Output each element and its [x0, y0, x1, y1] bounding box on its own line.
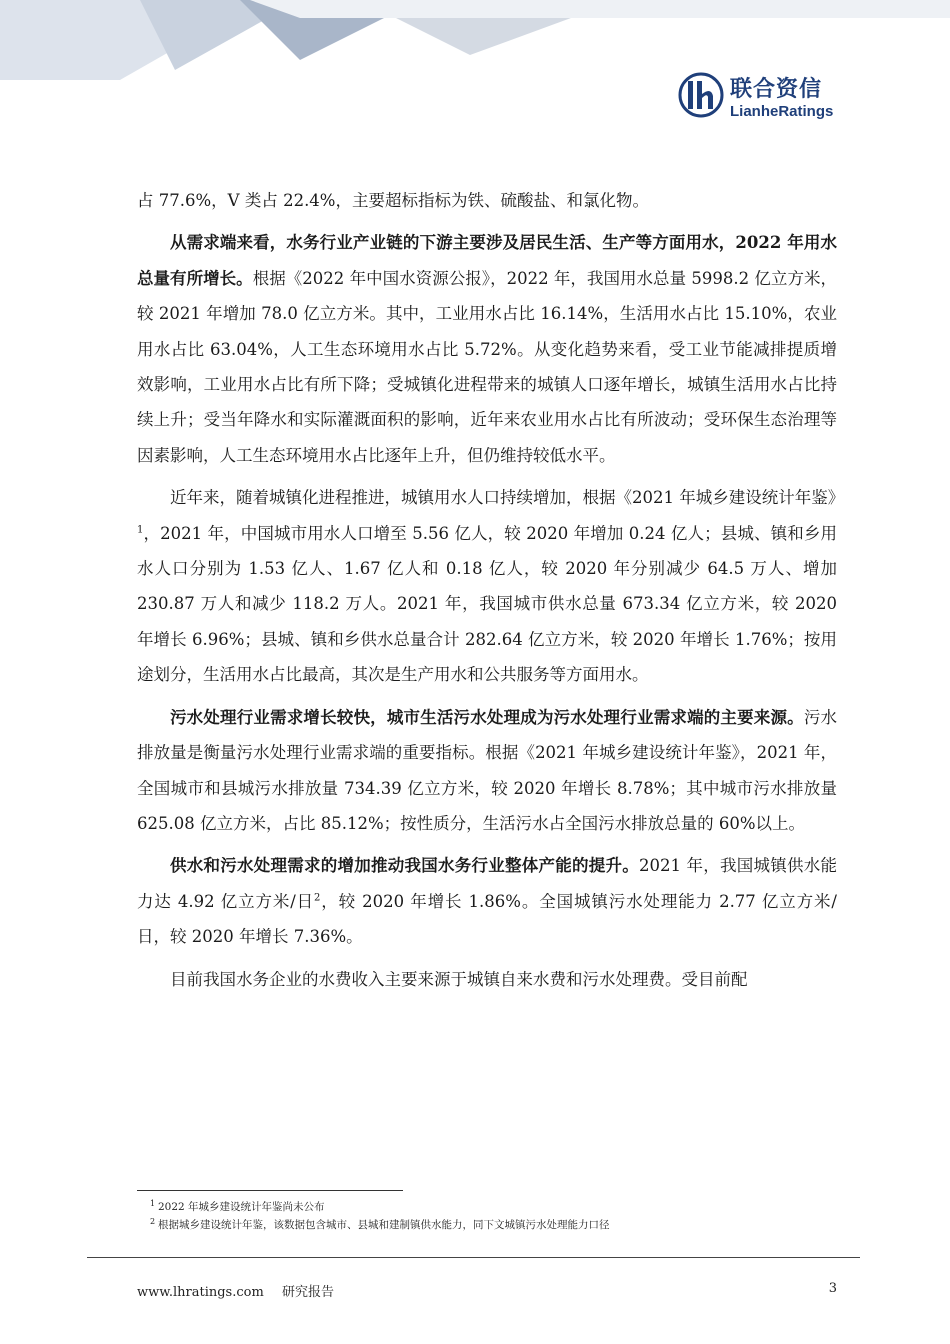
- paragraph-lead-bold: 供水和污水处理需求的增加推动我国水务行业整体产能的提升。: [170, 856, 639, 876]
- footnote-text: 根据城乡建设统计年鉴，该数据包含城市、县城和建制镇供水能力，同下文城镇污水处理能力口径: [158, 1219, 610, 1231]
- footnotes: [150, 1198, 838, 1234]
- header-decoration: [0, 0, 950, 80]
- paragraph-text: ，2021 年，中国城市用水人口增至 5.56 亿人，较 2020 年增加 0.24 亿人；县城、镇和乡用水人口分别为 1.53 亿人、1.67 亿人和 0.18 亿人，较 2020 年分别减少 64.5 万人、增加 230.87 万人和减少 118.2 万人。2021 年，我国城市供水总量 673.34 亿立方米，较 2020 年增长 6.96%；县城、镇和乡供水总量合计 282.64 亿立方米，较 2020 年增长 1.76%；按用途划分，生活用水占比最高，其次是生产用水和公共服务等方面用水。: [137, 523, 837, 685]
- report-body: [137, 183, 845, 1004]
- footnote-ref[interactable]: 2: [314, 892, 321, 904]
- paragraph-text: 根据《2022 年中国水资源公报》，2022 年，我国用水总量 5998.2 亿立方米，较 2021 年增加 78.0 亿立方米。其中，工业用水占比 16.14%，生活用水占比 15.10%，农业用水占比 63.04%，人工生态环境用水占比 5.72%。从变化趋势来看，受工业节能减排提质增效影响，工业用水占比有所下降；受城镇化进程带来的城镇人口逐年增长，城镇生活用水占比持续上升；受当年降水和实际灌溉面积的影响，近年来农业用水占比有所波动；受环保生态治理等因素影响，人工生态环境用水占比逐年上升，但仍维持较低水平。: [137, 268, 838, 465]
- paragraph-capacity: [137, 848, 837, 954]
- footnote-divider: [137, 1190, 403, 1191]
- brand-logo: [678, 72, 858, 122]
- paragraph-text: 近年来，随着城镇化进程推进，城镇用水人口持续增加，根据《2021 年城乡建设统计年鉴》: [170, 488, 845, 508]
- paragraph-sewage-demand: [137, 700, 837, 842]
- footer-divider: [87, 1257, 860, 1258]
- document-type: 研究报告: [281, 1285, 334, 1300]
- paragraph-text: ，较 2020 年增长 1.86%。全国城镇污水处理能力 2.77 亿立方米/日，较 2020 年增长 7.36%。: [137, 891, 837, 947]
- footnote-item: [150, 1216, 838, 1234]
- page-number: 3: [828, 1281, 837, 1296]
- brand-logo-icon: [678, 72, 724, 118]
- paragraph-lead-bold: 污水处理行业需求增长较快，城市生活污水处理成为污水处理行业需求端的主要来源。: [170, 707, 804, 727]
- paragraph-text: 污水排放量是衡量污水处理行业需求端的重要指标。根据《2021 年城乡建设统计年鉴》，2021 年，全国城市和县城污水排放量 734.39 亿立方米，较 2020 年增长 8.78%；其中城市污水排放量 625.08 亿立方米，占比 85.12%；按性质分，生活污水占全国污水排放总量的 60%以上。: [137, 707, 838, 833]
- paragraph-water-demand: [137, 225, 837, 473]
- footnote-number: 2: [150, 1217, 156, 1226]
- brand-name-en: LianheRatings: [730, 103, 834, 120]
- footnote-text: 2022 年城乡建设统计年鉴尚未公布: [158, 1201, 325, 1213]
- footnote-number: 1: [150, 1199, 156, 1208]
- page-footer: [137, 1281, 837, 1300]
- paragraph-text: 2021 年，我国城镇供水能力达 4.92 亿立方米/日: [137, 856, 837, 911]
- footnote-ref[interactable]: 1: [137, 524, 144, 536]
- paragraph-continuation: 占 77.6%，V 类占 22.4%，主要超标指标为铁、硫酸盐、和氯化物。: [137, 191, 649, 210]
- paragraph-urban-population: [137, 480, 845, 692]
- paragraph-revenue: 目前我国水务企业的水费收入主要来源于城镇自来水费和污水处理费。受目前配: [170, 969, 748, 989]
- brand-name-cn: 联合资信: [730, 77, 823, 102]
- paragraph-lead-bold: 从需求端来看，水务行业产业链的下游主要涉及居民生活、生产等方面用水，2022 年用水总量有所增长。: [137, 233, 837, 288]
- footnote-item: [150, 1198, 838, 1216]
- website-link[interactable]: www.lhratings.com: [137, 1285, 264, 1300]
